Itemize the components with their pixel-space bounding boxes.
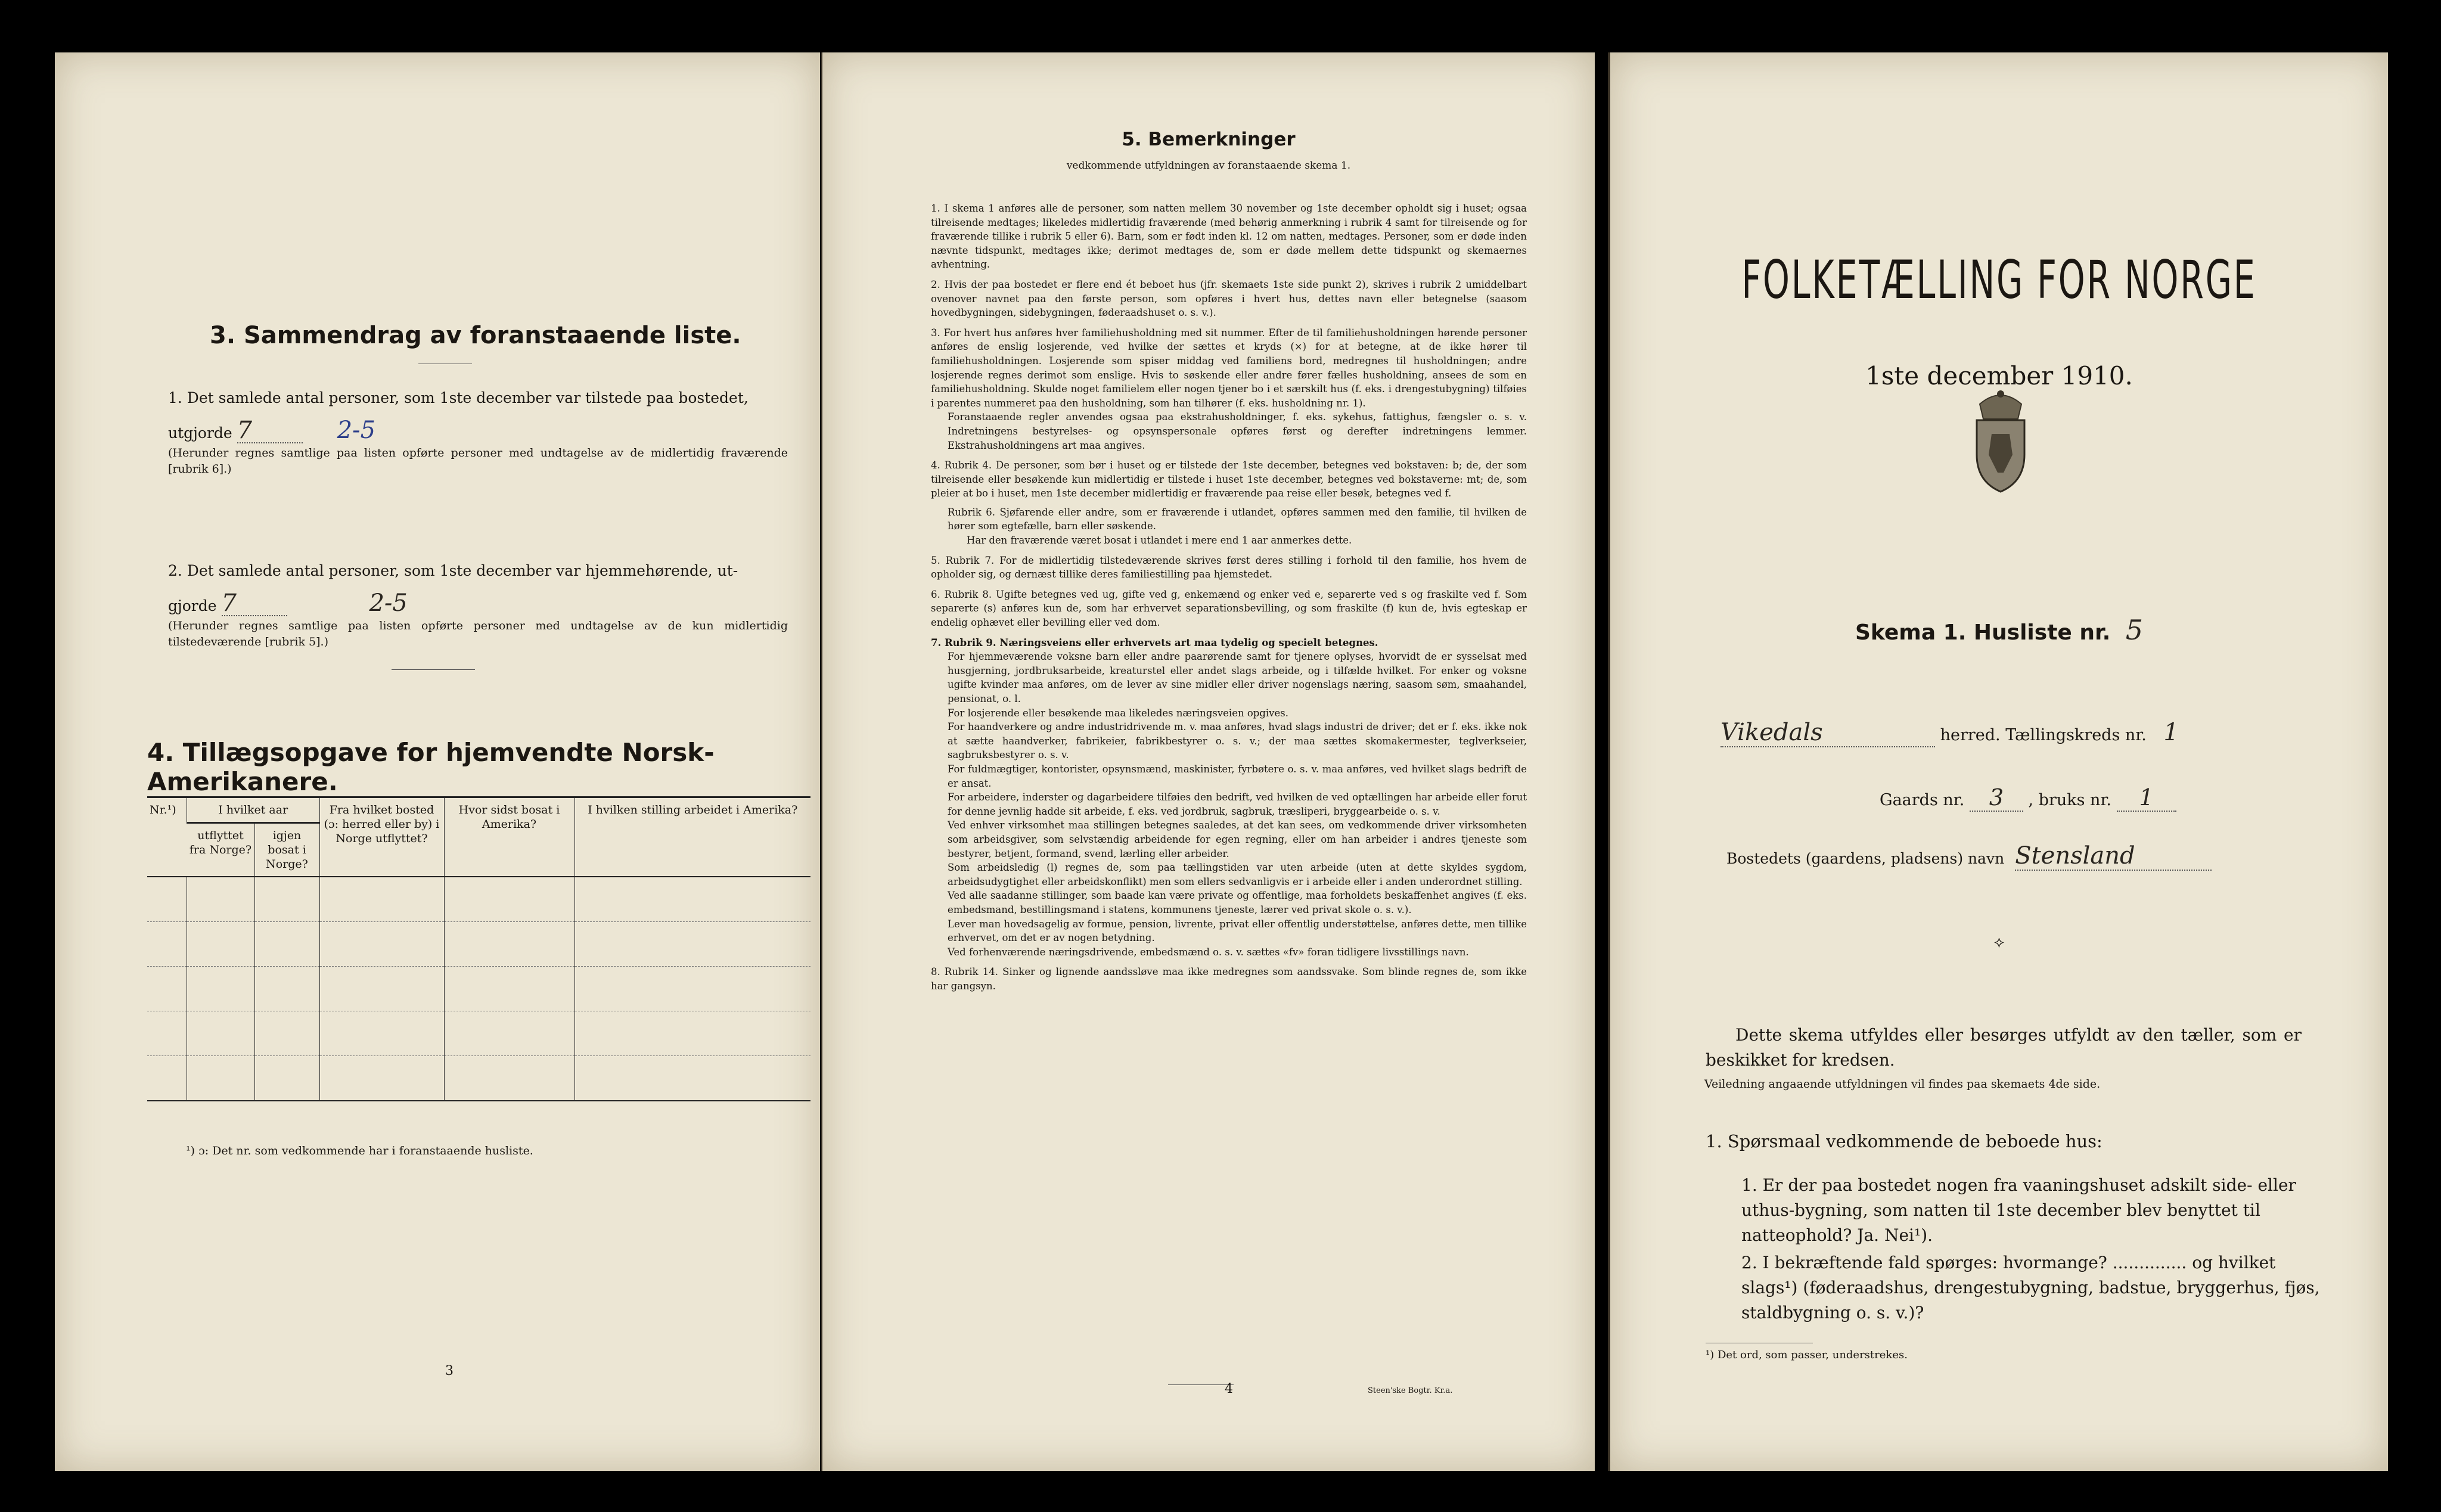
item-1-text: 1. Det samlede antal personer, som 1ste december var tilstede paa bostedet, [168,389,749,406]
gaards-line [1880,784,2176,812]
remark-1: 1. I skema 1 anføres alle de personer, som natten mellem 30 november og 1ste december opholdt sig i huset; ogsaa tilreisende medtages; likeledes midlertidig fraværende (med behørig anmerkning i rubrik 4 samt for tilreisende og for fraværende tillike i rubrik 5 eller 6). Barn, som er født inden kl. 12 om natten, medtages. Personer, som er døde inden nævnte tidspunkt, medtages ikke; derimot medtages de, som er døde mellem dette tidspunkt og skemaernes avhentning. [931,203,1527,271]
remarks-body [931,201,1527,993]
remark-7h: Som arbeidsledig (l) regnes de, som paa tællingstiden var uten arbeide (uten at dette skyldes sygdom, arbeidsudygtighet eller arbeidskonflikt) men som ellers sedvanligvis er i arbeide eller i anden underordnet stilling. [948,862,1527,887]
remark-4b: Rubrik 6. Sjøfarende eller andre, som er fraværende i utlandet, opføres sammen med den familie, til hvilken de hører som egtefælle, barn eller søskende. [948,506,1527,532]
col-header-stilling: I hvilken stilling arbeidet i Amerika? [574,797,810,877]
summary-item-2 [168,559,788,650]
remark-3: 3. For hvert hus anføres hver familiehusholdning med sit nummer. Efter de til familiehusholdningen hørende personer anføres de enslig losjerende, ved hvilke der sættes et kryds (×) for at betegne, at de ikke hører til familiehusholdningen. Losjerende som spiser middag ved familiens bord, medregnes til husholdningen; andre losjerende regnes derimot som enslige. Hvis to søskende eller andre fører fælles husholdning, ansees de som en familiehusholdning. Skulde noget familielem eller nogen tjener bo i et særskilt hus (f. eks. i drengestubygning) tilføies i parentes nummeret paa den husholdning, som han tilhører (f. eks. husholdning nr. 1). [931,327,1527,409]
remark-7e: For fuldmægtiger, kontorister, opsynsmænd, maskinister, fyrbøtere o. s. v. maa anføres, ved hvilket slags bedrift de er ansat. [948,763,1527,789]
item-2-text: 2. Det samlede antal personer, som 1ste december var hjemmehørende, ut- [168,562,738,579]
footnote: ¹) ɔ: Det nr. som vedkommende har i foranstaaende husliste. [186,1144,533,1157]
norsk-amerikanere-table [147,796,810,1101]
section-4-title: 4. Tillægsopgave for hjemvendte Norsk-Amerikanere. [147,738,715,796]
ornament-icon: ⟡ [1993,933,2005,951]
skema-line [1610,614,2388,646]
question-heading: 1. Spørsmaal vedkommende de beboede hus: [1706,1131,2103,1151]
gaards-label: Gaards nr. [1880,791,1965,809]
remark-7: 7. Rubrik 9. Næringsveiens eller erhvervets art maa tydelig og specielt betegnes. [931,637,1378,648]
remark-7f: For arbeidere, inderster og dagarbeidere tilføies den bedrift, ved hvilken de ved optællingen har arbeide eller forut for denne jevnlig hadde sit arbeide, f. eks. ved jordbruk, sagbruk, træsliperi, bryggearbeide o. s. v. [948,791,1527,817]
col-header-amerika: Hvor sidst bosat i Amerika? [444,797,574,877]
table-row [147,1011,810,1056]
intro-text: Dette skema utfyldes eller besørges utfyldt av den tæller, som er beskikket for kredsen. [1706,1025,2302,1070]
page-3 [55,52,820,1471]
table-row [147,1056,810,1101]
skema-label: Skema 1. Husliste nr. [1855,620,2111,645]
remarks-title: 5. Bemerkninger [1122,129,1296,150]
remark-7d: For haandverkere og andre industridrivende m. v. maa anføres, hvad slags industri de driver; det er f. eks. ikke nok at sætte haandverker, fabrikeier, fabrikbestyrer o. s. v.; der maa sættes skomakermester, teglverkseier, sagbruksbestyrer o. s. v. [948,721,1527,761]
page-1 [1610,52,2388,1471]
item-1-value: 7 [237,418,303,443]
remark-8: 8. Rubrik 14. Sinker og lignende aandssløve maa ikke medregnes som aandssvake. Som blinde regnes de, som ikke har gangsyn. [931,966,1527,992]
remark-7j: Lever man hovedsagelig av formue, pension, livrente, privat eller offentlig understøttelse, anføres dette, men tillike erhvervet, om det er av nogen betydning. [948,918,1527,944]
section-3-title: 3. Sammendrag av foranstaaende liste. [210,322,741,349]
remark-4c: Har den fraværende været bosat i utlandet i mere end 1 aar anmerkes dette. [967,535,1352,547]
remark-4: 4. Rubrik 4. De personer, som bør i huset og er tilstede der 1ste december, betegnes ved bokstaven: b; de, der som tilreisende eller besøkende kun midlertidig er tilstede i huset 1ste december, betegnes ved bokstaverne: mt; de, som pleier at bo i huset, men 1ste december midlertidig er fraværende paa reise eller besøk, betegnes ved f. [931,460,1527,499]
bosted-label: Bostedets (gaardens, pladsens) navn [1726,850,2005,867]
question-2: 2. I bekræftende fald spørges: hvormange? .............. og hvilket slags¹) (føderaadshus, drengestubygning, badstue, bryggerhus, fjøs, staldbygning o. s. v.)? [1741,1253,2320,1322]
page-number: 4 [1225,1381,1233,1396]
item-2-note: (Herunder regnes samtlige paa listen opførte personer med undtagelse av de kun midlertidig tilstedeværende [rubrik 5].) [168,619,788,648]
remark-5: 5. Rubrik 7. For de midlertidig tilstedeværende skrives først deres stilling i forhold til den familie, hos hvem de opholder sig, og dernæst tillike deres familiestilling paa hjemstedet. [931,554,1527,580]
bosted-value: Stensland [2015,842,2212,871]
remark-7k: Ved forhenværende næringsdrivende, embedsmænd o. s. v. sættes «fv» foran tidligere livsstillings navn. [948,946,1469,958]
col-header-bosat: igjen bosat i Norge? [254,823,319,877]
col-header-utflyttet: utflyttet fra Norge? [187,823,255,877]
table-row [147,967,810,1011]
census-title: FOLKETÆLLING FOR NORGE [1741,249,2257,311]
herred-label: herred. Tællingskreds nr. [1940,726,2147,744]
col-header-bosted: Fra hvilket bosted (ɔ: herred eller by) i Norge utflyttet? [319,797,444,877]
remark-6: 6. Rubrik 8. Ugifte betegnes ved ug, gifte ved g, enkemænd og enker ved e, separerte ved s og fraskilte ved f. Som separerte (s) anføres kun de, som har erhvervet separationsbevilling, og som fraskilte (f) kun de, hvis egteskap er endelig ophævet eller bevilling eller ved dom. [931,588,1527,629]
col-header-nr: Nr.¹) [147,797,187,877]
remark-7b: For hjemmeværende voksne barn eller andre paarørende samt for tjenere oplyses, hvorvidt de er sysselsat med husgjerning, jordbruksarbeide, kreaturstel eller andet slags arbeide, og i tilfælde hvilket. For enker og voksne ugifte kvinder maa anføres, om de lever av sine midler eller driver nogenslags næring, saasom søm, smaahandel, pensionat, o. l. [948,651,1527,704]
table-row [147,877,810,922]
item-2-utgjorde: gjorde [168,597,217,614]
remark-2: 2. Hvis der paa bostedet er flere end ét beboet hus (jfr. skemaets 1ste side punkt 2), skrives i rubrik 2 umiddelbart ovenover navnet paa den første person, som opføres i hvert hus, dettes navn eller betegnelse (saasom hovedbygningen, sidebygningen, føderaadshuset o. s. v.). [931,278,1527,319]
herred-line [1720,719,2388,747]
remark-3b: Foranstaaende regler anvendes ogsaa paa ekstrahusholdninger, f. eks. sykehus, fattighus, fængsler o. s. v. Indretningens bestyrelses- og opsynspersonale opføres først og derefter indretningens lemmer. Ekstrahusholdningens art maa angives. [948,411,1527,451]
bosted-line [1726,842,2212,871]
printer-imprint: Steen'ske Bogtr. Kr.a. [1368,1386,1453,1395]
remark-7c: For losjerende eller besøkende maa likeledes næringsveien opgives. [948,707,1288,719]
item-2-value: 7 [222,591,287,616]
remarks-subtitle: vedkommende utfyldningen av foranstaaende skema 1. [1066,160,1351,172]
item-1-utgjorde: utgjorde [168,424,232,442]
table-row [147,922,810,967]
page-4 [822,52,1595,1471]
divider [392,669,475,670]
question-1: 1. Er der paa bostedet nogen fra vaaningshuset adskilt side- eller uthus-bygning, som natten til 1ste december blev benyttet til natteophold? Ja. Nei¹). [1741,1175,2296,1245]
guidance-text: Veiledning angaaende utfyldningen vil findes paa skemaets 4de side. [1704,1078,2101,1091]
item-1-note: (Herunder regnes samtlige paa listen opførte personer med undtagelse av de midlertidig fraværende [rubrik 6].) [168,446,788,476]
census-date: 1ste december 1910. [1865,361,2133,390]
page-number: 3 [445,1364,454,1379]
summary-item-1 [168,386,788,477]
footnote: ¹) Det ord, som passer, understrekes. [1706,1349,1908,1361]
col-group-header: I hvilket aar [187,797,320,823]
herred-value: Vikedals [1720,719,1935,747]
item-1-scribble: 2-5 [337,417,376,444]
kreds-nr: 1 [2163,719,2179,746]
husliste-nr: 5 [2125,614,2144,646]
divider [1168,1384,1234,1385]
remark-7i: Ved alle saadanne stillinger, som baade kan være private og offentlige, maa forholdets beskaffenhet angives (f. eks. embedsmand, bestillingsmand i statens, kommunens tjeneste, lærer ved privat skole o. s. v.). [948,890,1527,915]
remark-7g: Ved enhver virksomhet maa stillingen betegnes saaledes, at det kan sees, om vedkommende driver virksomheten som arbeidsgiver, som selvstændig arbeidende for egen regning, eller om han arbeider i andres tjeneste som bestyrer, betjent, formand, svend, lærling eller arbeider. [948,819,1527,859]
coat-of-arms-icon [1956,383,2045,496]
bruks-nr: 1 [2117,784,2176,812]
gaards-nr: 3 [1970,784,2023,812]
bruks-label: , bruks nr. [2028,791,2111,809]
item-2-scribble: 2-5 [369,589,408,617]
